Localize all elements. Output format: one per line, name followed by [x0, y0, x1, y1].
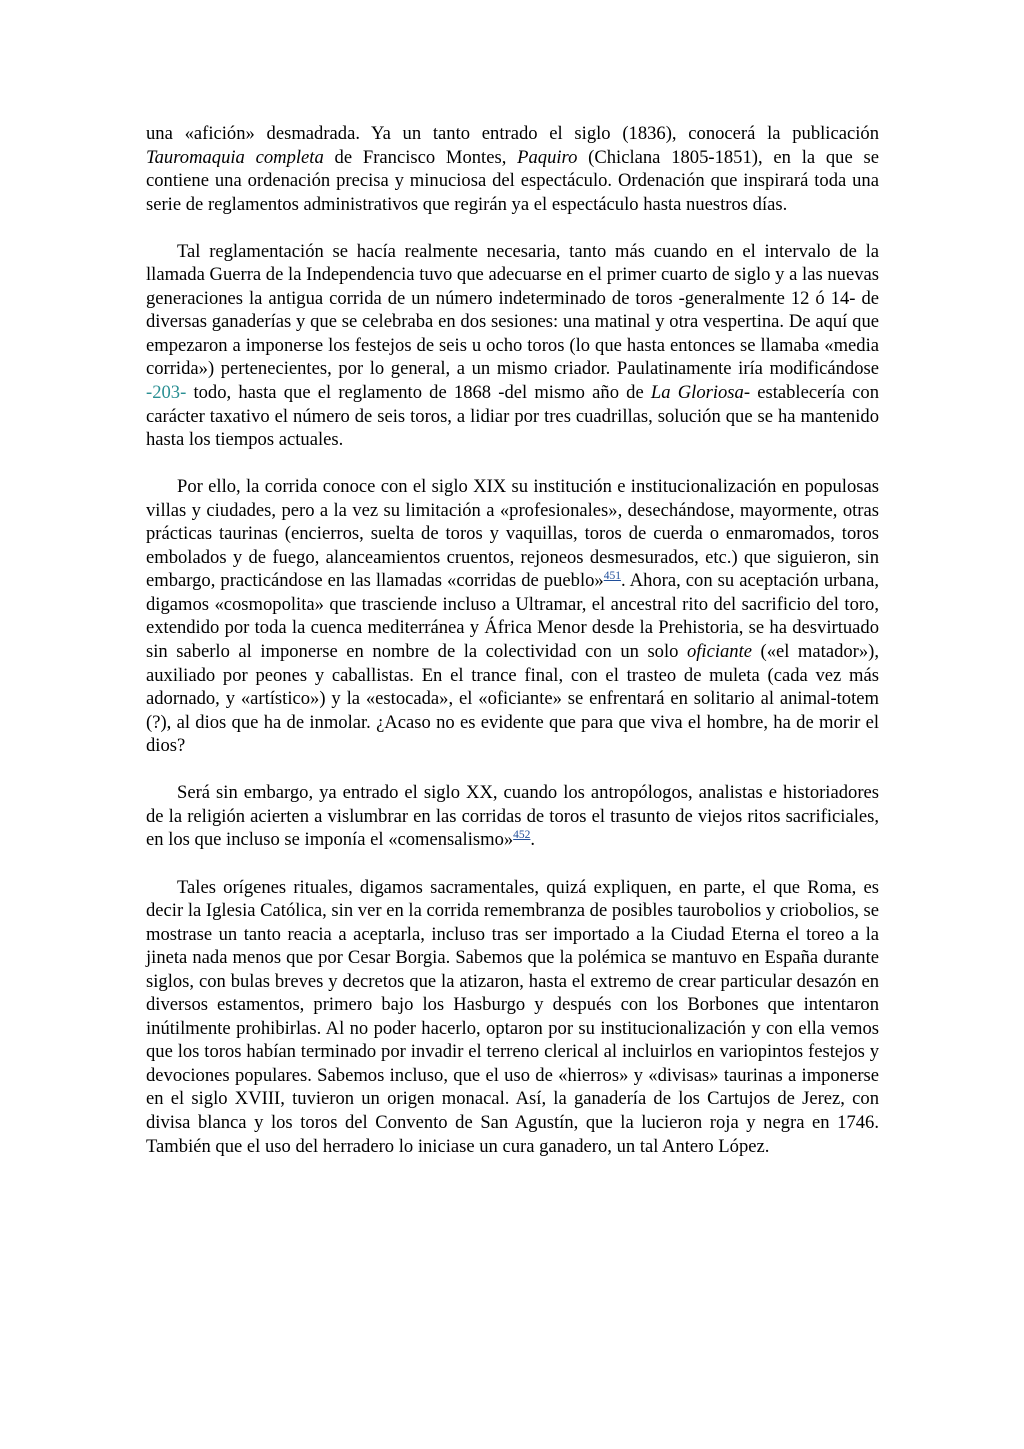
text-segment: de Francisco Montes, [323, 146, 518, 168]
text-segment: (Chiclana 1805-1851), en la que se contiene una ordenación precisa y minuciosa del espectáculo. Ordenación que inspirará toda una serie de reglamentos administrativos que regirán ya el espectáculo hasta nuestros días. [146, 146, 879, 215]
text-segment: una «afición» desmadrada. Ya un tanto entrado el siglo (1836), conocerá la publicación [146, 123, 879, 144]
footnote-link-452[interactable]: 452 [513, 829, 531, 842]
paragraph-5 [146, 876, 879, 1159]
book-title-tauromaquia: Tauromaquia completa [146, 146, 324, 168]
text-segment: («el matador»), auxiliado por peones y caballistas. En el trance final, con el trasteo de muleta (cada vez más adornado, y «artístico») y la «estocada», el «oficiante» se enfrentará en solitario al animal-totem (?), al dios que ha de inmolar. ¿Acaso no es evidente que para que viva el hombre, ha de morir el dios? [146, 641, 879, 757]
footnote-link-451[interactable]: 451 [603, 570, 621, 583]
text-segment: Tales orígenes rituales, digamos sacramentales, quizá expliquen, en parte, el que Roma, es decir la Iglesia Católica, sin ver en la corrida remembranza de posibles taurobolios y criobolios, se mostrase un tanto reacia a aceptarla, incluso tras ser importado a la Ciudad Eterna el toreo a la jineta nada menos que por Cesar Borgia. Sabemos que la polémica se mantuvo en España durante siglos, con bulas breves y decretos que la atizaron, hasta el extremo de crear particular desazón en diversos estamentos, primero bajo los Hasburgo y después con los Borbones que intentaron inútilmente prohibirlas. Al no poder hacerlo, optaron por su institucionalización y con ella vemos que los toros habían terminado por invadir el terreno clerical al incluirlos en variopintos festejos y devociones populares. Sabemos incluso, que el uso de «hierros» y «divisas» taurinas a imponerse en el siglo XVIII, tuvieron un origen monacal. Así, la ganadería de los Cartujos de Jerez, con divisa blanca y los toros del Convento de San Agustín, que la lucieron roja y negra en 1746. También que el uso del herradero lo iniciase un cura ganadero, un tal Antero López. [146, 876, 879, 1157]
document-page [146, 122, 879, 1182]
text-segment: Tal reglamentación se hacía realmente necesaria, tanto más cuando en el intervalo de la llamada Guerra de la Independencia tuvo que adecuarse en el primer cuarto de siglo y a las nuevas generaciones la antigua corrida de un número indeterminado de toros -generalmente 12 ó 14- de diversas ganaderías y que se celebraba en dos sesiones: una matinal y otra vespertina. De aquí que empezaron a imponerse los festejos de seis u ocho toros (lo que hasta entonces se llamaba «media corrida») pertenecientes, por lo general, a un mismo criador. Paulatinamente iría modificándose [146, 240, 879, 380]
paragraph-3 [146, 475, 879, 758]
text-segment: - establecería con carácter taxativo el número de seis toros, a lidiar por tres cuadrillas, solución que se ha mantenido hasta los tiempos actuales. [146, 382, 879, 451]
text-segment: . Ahora, con su aceptación urbana, digamos «cosmopolita» que trasciende incluso a Ultramar, el ancestral rito del sacrificio del toro, extendido por toda la cuenca mediterránea y África Menor desde la Prehistoria, se ha desvirtuado sin saberlo al imponerse en nombre de la colectividad con un solo [146, 570, 879, 663]
page-number-marker: -203- [146, 382, 187, 404]
text-segment: . [530, 829, 536, 851]
italic-oficiante: oficiante [686, 641, 753, 663]
italic-la-gloriosa: La Gloriosa [650, 382, 744, 404]
text-segment: Por ello, la corrida conoce con el siglo XIX su institución e institucionalización en populosas villas y ciudades, pero a la vez su limitación a «profesionales», desechándose, mayormente, otras prácticas taurinas (encierros, suelta de toros y vaquillas, toros de cuerda o enmaromados, toros embolados y de fuego, alanceamientos cruentos, rejoneos desmesurados, etc.) que siguieron, sin embargo, practicándose en las llamadas «corridas de pueblo» [146, 476, 879, 592]
paragraph-4 [146, 781, 879, 852]
paragraph-1 [146, 122, 879, 216]
nickname-paquiro: Paquiro [517, 146, 578, 168]
text-segment: todo, hasta que el reglamento de 1868 -del mismo año de [186, 382, 651, 404]
text-segment: Será sin embargo, ya entrado el siglo XX, cuando los antropólogos, analistas e historiadores de la religión acierten a vislumbrar en las corridas de toros el trasunto de viejos ritos sacrificiales, en los que incluso se imponía el «comensalismo» [146, 782, 879, 851]
paragraph-2 [146, 240, 879, 452]
